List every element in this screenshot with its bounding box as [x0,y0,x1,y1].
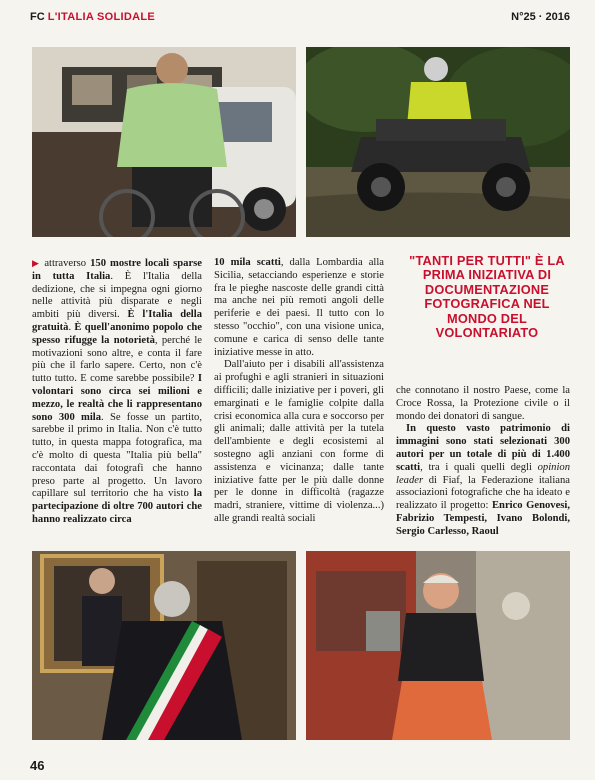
col1-text-e: . [68,321,75,333]
arrow-icon: ▶ [32,258,41,268]
photo-civil-protection-volunteer [306,551,570,740]
magazine-name: FC [30,11,45,23]
col2-bold-a: 10 mila scatti [214,257,281,268]
photo-quad-illustration [306,47,570,237]
pull-quote: "TANTI PER TUTTI" È LA PRIMA INIZIATIVA DI DOCUMENTAZIONE FOTOGRAFICA NEL MONDO DEL VOLONTARIATO [409,253,565,341]
col2-text-b: , dalla Lombardia alla Sicilia, setacciando esperienze e storie fra le pieghe nascoste delle grandi città ma anche nei più remoti angoli delle periferie e dei paesi. Il tutto con lo stesso "occhio", con una visione unica, comune e carica di senso delle tante iniziative messe in atto. [214,257,384,358]
col3-bold-a: In questo vasto patrimonio di immagini sono stati selezionati 300 autori per un totale di più di 1.400 scatti [396,423,570,473]
article-column-2 [214,257,384,526]
header-left [30,11,155,23]
photo-quad-bike [306,47,570,237]
col3-paragraph-2 [396,423,570,538]
page-number: 46 [30,758,45,773]
photo-mayor-illustration [32,551,296,740]
photo-mayor-sash [32,551,296,740]
col1-bold-f: È quell'anonimo popolo che spesso rifugge la notorietà [32,321,203,346]
section-title: L'ITALIA SOLIDALE [47,11,156,23]
col3-bold-e: Enrico Genovesi, Fabrizio Tempesti, Ivano Bolondi, Sergio Carlesso, Raoul [396,500,570,537]
col3-paragraph-1: che connotano il nostro Paese, come la Croce Rossa, la Protezione civile o il mondo dei donatori di sangue. [396,385,570,422]
issue-number: N°25 · 2016 [511,11,570,23]
page-header [30,8,570,26]
photo-wheelchair-garage [32,47,296,237]
col1-bold-j: la partecipazione di oltre 700 autori che hanno realizzato circa [32,488,202,525]
col1-bold-d: È l'Italia della gratuità [32,309,202,333]
col1-text-a: attraverso [44,258,91,269]
col1-bold-b: 150 mostre locali sparse in tutta Italia [32,258,202,282]
col2-paragraph-2: Dall'aiuto per i disabili all'assistenza ai profughi e agli stranieri in situazioni difficili; dalle iniziative per i poveri, gli emarginati e le famiglie colpite dalla crisi economica alla cura e soccorso per gli animali; dalle attività per la tutela dell'ambiente e degli ecosistemi al sostegno agli anziani con forme di assistenza e vicinanza; dalle tante iniziative fatte per le più dalle donne per le donne in difficoltà (ragazze madri, straniere, vittime di violenza...) alle grandi realtà sociali [214,359,384,524]
col3-italic-c: opinion leader [396,461,570,486]
article-column-1 [32,257,202,527]
col1-text-i: . Se fosse un partito, sarebbe il primo in Italia. Non c'è tutto tutto, in questa mappa fotografica, ma c'è molto di questa "Italia più bella" raccontata dai fotografi che hanno preso parte al progetto. Un lavoro capillare sul territorio che ha visto [32,411,202,500]
article-column-3 [396,385,570,539]
col1-text-g: , perché le motivazioni sono altre, e conta il fare più che il farlo sapere. Certo, non c'è tutto tutto. E come sarebbe possibile? [32,334,202,385]
col1-bold-h: I volontari sono circa sei milioni e mezzo, le realtà che li rappresentano sono 300 mila [32,373,202,423]
photo-wheelchair-illustration [32,47,296,237]
col3-text-b: , tra i quali quelli degli [420,461,538,473]
col3-text-d: di Fiaf, la Federazione italiana associazioni fotografiche che ha ideato e realizzato il progetto: [396,474,570,512]
photo-volunteer-illustration [306,551,570,740]
col1-text-c: . È l'Italia della dedizione, che si impegna ogni giorno nelle attività più disparate e negli ambiti più diversi. [32,270,202,321]
